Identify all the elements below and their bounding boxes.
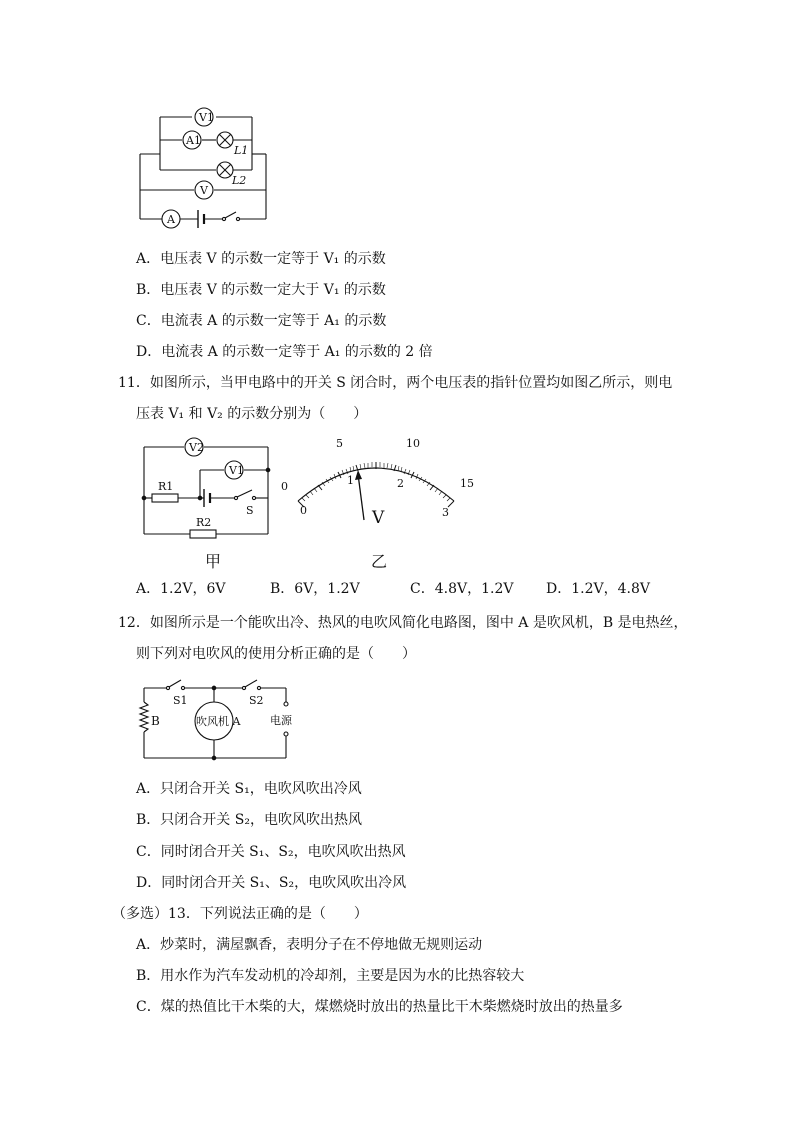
q10-circuit-figure [136, 104, 276, 230]
q11-caption-yi: 乙 [371, 552, 388, 571]
label-r1: R1 [158, 480, 174, 493]
q12-option-c: C．同时闭合开关 S₁、S₂，电吹风吹出热风 [136, 844, 406, 860]
resistor-r1-icon [152, 494, 178, 502]
q12-stem-line2: 则下列对电吹风的使用分析正确的是（ ） [136, 646, 416, 662]
q12-option-a: A．只闭合开关 S₁，电吹风吹出冷风 [136, 781, 362, 797]
q13-option-a: A．炒菜时，满屋飘香，表明分子在不停地做无规则运动 [136, 937, 483, 953]
q13-option-c: C．煤的热值比干木柴的大，煤燃烧时放出的热量比干木柴燃烧时放出的热量多 [136, 999, 623, 1015]
label-v1: V1 [229, 464, 244, 477]
q11-circuit-jia-figure [140, 436, 276, 540]
label-a: A [167, 213, 175, 226]
q12-option-d: D．同时闭合开关 S₁、S₂，电吹风吹出冷风 [136, 875, 407, 891]
q12-hairdryer-circuit-figure [136, 676, 304, 768]
q10-option-c: C．电流表 A 的示数一定等于 A₁ 的示数 [136, 313, 387, 329]
tick-outer-15: 15 [460, 477, 474, 490]
q10-option-a: A．电压表 V 的示数一定等于 V₁ 的示数 [136, 251, 386, 267]
q12-option-b: B．只闭合开关 S₂，电吹风吹出热风 [136, 812, 362, 828]
label-v1: V1 [199, 111, 214, 124]
label-l2: L2 [232, 174, 247, 187]
tick-inner-0: 0 [300, 504, 307, 517]
q13-option-b: B．用水作为汽车发动机的冷却剂，主要是因为水的比热容较大 [136, 968, 525, 984]
label-r2: R2 [196, 516, 212, 529]
label-v: V [200, 184, 208, 197]
q10-option-b: B．电压表 V 的示数一定大于 V₁ 的示数 [136, 282, 386, 298]
q10-option-d: D．电流表 A 的示数一定等于 A₁ 的示数的 2 倍 [136, 344, 433, 360]
label-s2: S2 [249, 694, 264, 707]
q11-option-b: B．6V，1.2V [270, 581, 360, 597]
label-a1: A1 [186, 134, 201, 147]
meter-outer-ticks [281, 437, 474, 493]
label-power: 电源 [270, 714, 292, 727]
meter-needle [358, 474, 364, 520]
tick-inner-1: 1 [347, 474, 354, 487]
label-s: S [246, 504, 254, 517]
resistor-r2-icon [190, 530, 216, 538]
q11-option-c: C．4.8V，1.2V [410, 581, 514, 597]
label-v2: V2 [189, 441, 204, 454]
q12-stem-line1: 12．如图所示是一个能吹出冷、热风的电吹风简化电路图，图中 A 是吹风机，B 是电热丝， [118, 615, 688, 631]
heating-wire-b-icon [140, 702, 148, 732]
meter-scale-arc [298, 468, 454, 501]
tick-outer-0: 0 [281, 480, 288, 493]
label-s1: S1 [173, 694, 188, 707]
q13-stem: （多选）13．下列说法正确的是（ ） [112, 906, 368, 922]
q11-option-a: A．1.2V，6V [136, 581, 226, 597]
label-blower-a: 吹风机 A [196, 715, 241, 728]
q11-stem-line1: 11．如图所示，当甲电路中的开关 S 闭合时，两个电压表的指针位置均如图乙所示，则电 [118, 375, 673, 391]
label-l1: L1 [234, 144, 249, 157]
q11-option-d: D．1.2V，4.8V [546, 581, 650, 597]
meter-unit: V [372, 508, 385, 528]
q11-stem-line2: 压表 V₁ 和 V₂ 的示数分别为（ ） [136, 406, 368, 422]
tick-inner-3: 3 [442, 506, 449, 519]
label-b: B [151, 714, 160, 728]
tick-outer-10: 10 [406, 437, 420, 450]
q11-meter-yi-figure [278, 434, 484, 526]
q11-caption-jia: 甲 [205, 552, 222, 571]
tick-outer-5: 5 [336, 437, 343, 450]
tick-inner-2: 2 [397, 477, 404, 490]
